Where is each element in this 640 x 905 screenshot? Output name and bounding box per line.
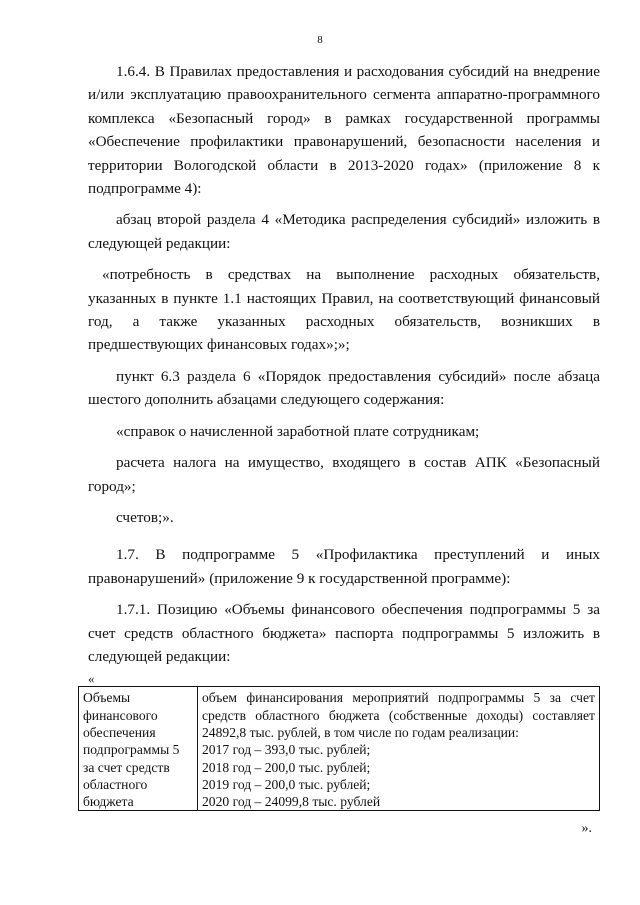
page-number: 8 <box>317 34 323 46</box>
paragraph-rascheta-naloga: расчета налога на имущество, входящего в состав АПК «Безопасный город»; <box>88 454 600 495</box>
table-row <box>79 687 600 811</box>
paragraph-punkt-6-3: пункт 6.3 раздела 6 «Порядок предоставления субсидий» после абзаца шестого дополнить абзацами следующего содержания: <box>88 367 600 409</box>
table-year-2019: 2019 год – 200,0 тыс. рублей; <box>202 776 371 792</box>
paragraph-1-6-4: 1.6.4. В Правилах предоставления и расходования субсидий на внедрение и/или эксплуатацию правоохранительного сегмента аппаратно-программного комплекса «Безопасный город» в рамках государственной программы «Обеспечение профилактики правонарушений, безопасности населения и территории Вологодской области в 2013-2020 годах» (приложение 8 к подпрограмме 4): <box>88 63 600 198</box>
table-label-cell: Объемы финансового обеспечения подпрограммы 5 за счет средств областного бюджета <box>79 687 198 811</box>
financing-table <box>78 686 600 811</box>
closing-quote-mark: ». <box>581 821 592 837</box>
paragraph-schetov: счетов;». <box>116 508 174 526</box>
paragraph-1-7: 1.7. В подпрограмме 5 «Профилактика преступлений и иных правонарушений» (приложение 9 к государственной программе): <box>88 546 600 587</box>
document-body <box>83 60 600 841</box>
paragraph-quote-potrebnost: «потребность в средствах на выполнение расходных обязательств, указанных в пункте 1.1 настоящих Правил, на соответствующий финансовый год, а также указанных расходных обязательств, возникших в предшествующих финансовых годах»;»; <box>88 266 600 354</box>
table-year-2018: 2018 год – 200,0 тыс. рублей; <box>202 759 371 775</box>
table-value-cell <box>198 687 600 811</box>
table-year-2017: 2017 год – 393,0 тыс. рублей; <box>202 742 371 758</box>
paragraph-1-7-1: 1.7.1. Позицию «Объемы финансового обеспечения подпрограммы 5 за счет средств областного бюджета» паспорта подпрограммы 5 изложить в следующей редакции: <box>88 601 600 665</box>
table-year-2020: 2020 год – 24099,8 тыс. рублей <box>202 794 381 810</box>
opening-quote-mark: « <box>88 671 95 687</box>
paragraph-spravok: «справок о начисленной заработной плате сотрудникам; <box>116 422 480 440</box>
paragraph-abzac-vtoroy: абзац второй раздела 4 «Методика распределения субсидий» изложить в следующей редакции: <box>88 211 600 252</box>
table-intro-text: объем финансирования мероприятий подпрограммы 5 за счет средств областного бюджета (собственные доходы) составляет 24892,8 тыс. рублей, в том числе по годам реализации: <box>202 690 595 740</box>
